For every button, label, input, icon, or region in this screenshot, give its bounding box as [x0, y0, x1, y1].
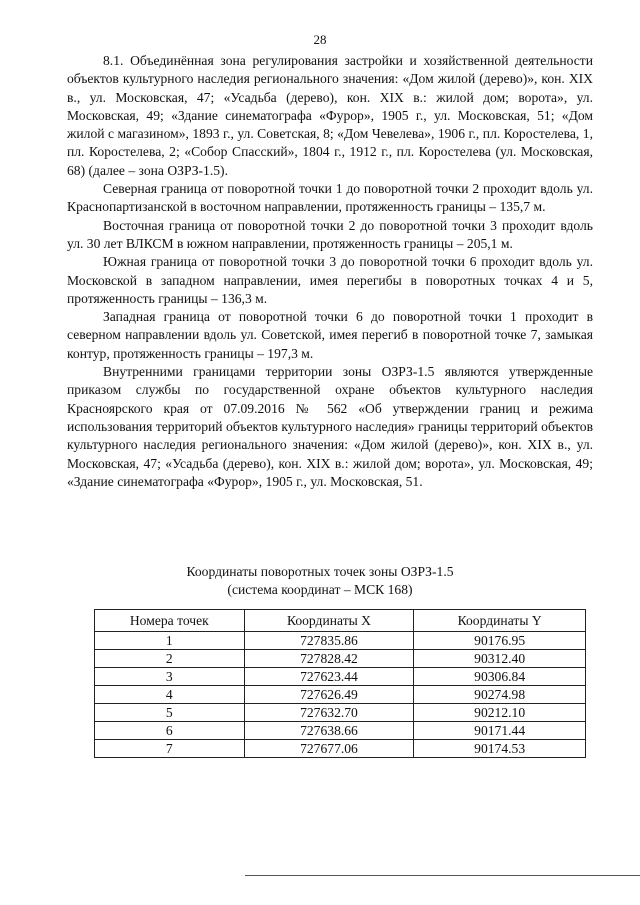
coordinate-x: 727638.66: [244, 722, 414, 740]
point-number: 6: [95, 722, 245, 740]
header-coordinate-x: Координаты X: [244, 610, 414, 632]
coordinate-x: 727623.44: [244, 668, 414, 686]
paragraph-east-boundary: Восточная граница от поворотной точки 2 до поворотной точки 3 проходит вдоль ул. 30 лет ВЛКСМ в южном направлении, протяженность границы – 205,1 м.: [67, 217, 593, 251]
point-number: 3: [95, 668, 245, 686]
point-number: 2: [95, 650, 245, 668]
coordinate-x: 727632.70: [244, 704, 414, 722]
table-row: [95, 686, 586, 704]
header-coordinate-y: Координаты Y: [414, 610, 586, 632]
page-number: 28: [313, 32, 327, 47]
point-number: 4: [95, 686, 245, 704]
paragraph-zone-definition: 8.1. Объединённая зона регулирования застройки и хозяйственной деятельности объектов культурного наследия регионального значения: «Дом жилой (дерево)», кон. XIX в., ул. Московская, 47; «Усадьба (дерево), кон. XIX в.: жилой дом; ворота», ул. Московская, 49; «Здание синематографа «Фурор», 1905 г., ул. Московская, 51; «Дом жилой с магазином», 1893 г., ул. Советская, 8; «Дом Чевелева», 1906 г., пл. Коростелева, 1, пл. Коростелева, 2; «Собор Спасский», 1804 г., 1912 г., пл. Коростелева (ул. Московская, 68) (далее – зона ОЗРЗ-1.5).: [67, 53, 593, 178]
table-row: [95, 704, 586, 722]
coordinate-y: 90171.44: [414, 722, 586, 740]
header-point-number: Номера точек: [95, 610, 245, 632]
table-row: [95, 740, 586, 758]
coordinate-x: 727828.42: [244, 650, 414, 668]
coordinates-table: [94, 609, 586, 758]
point-number: 7: [95, 740, 245, 758]
table-row: [95, 722, 586, 740]
paragraph-west-boundary: Западная граница от поворотной точки 6 до поворотной точки 1 проходит в северном направлении вдоль ул. Советской, имея перегиб в поворотной точке 7, замыкая контур, протяженность границы – 197,3 м.: [67, 309, 593, 361]
coordinate-y: 90212.10: [414, 704, 586, 722]
table-caption-subtitle: (система координат – МСК 168): [227, 582, 413, 597]
coordinate-x: 727626.49: [244, 686, 414, 704]
coordinate-y: 90176.95: [414, 632, 586, 650]
paragraph-north-boundary: Северная граница от поворотной точки 1 до поворотной точки 2 проходит вдоль ул. Краснопартизанской в восточном направлении, протяженность границы – 135,7 м.: [67, 181, 593, 215]
coordinate-y: 90174.53: [414, 740, 586, 758]
table-row: [95, 632, 586, 650]
coordinate-y: 90312.40: [414, 650, 586, 668]
table-caption: [0, 563, 640, 599]
coordinate-x: 727835.86: [244, 632, 414, 650]
coordinate-x: 727677.06: [244, 740, 414, 758]
table-row: [95, 650, 586, 668]
paragraph-inner-boundaries: Внутренними границами территории зоны ОЗРЗ-1.5 являются утвержденные приказом службы по государственной охране объектов культурного наследия Красноярского края от 07.09.2016 № 562 «Об утверждении границ и режима использования территорий объектов культурного наследия» границы территорий объектов культурного наследия регионального значения: «Дом жилой (дерево)», кон. XIX в., ул. Московская, 47; «Усадьба (дерево), кон. XIX в.: жилой дом; ворота», ул. Московская, 49; «Здание синематографа «Фурор», 1905 г., ул. Московская, 51.: [67, 364, 593, 489]
coordinate-y: 90274.98: [414, 686, 586, 704]
point-number: 5: [95, 704, 245, 722]
table-header-row: [95, 610, 586, 632]
point-number: 1: [95, 632, 245, 650]
table-caption-title: Координаты поворотных точек зоны ОЗРЗ-1.5: [186, 564, 454, 579]
document-body: [67, 52, 593, 491]
table-row: [95, 668, 586, 686]
paragraph-south-boundary: Южная граница от поворотной точки 3 до поворотной точки 6 проходит вдоль ул. Московской в западном направлении, имея перегибы в поворотных точках 4 и 5, протяженность границы – 136,3 м.: [67, 254, 593, 306]
coordinate-y: 90306.84: [414, 668, 586, 686]
footer-rule: [245, 875, 640, 876]
